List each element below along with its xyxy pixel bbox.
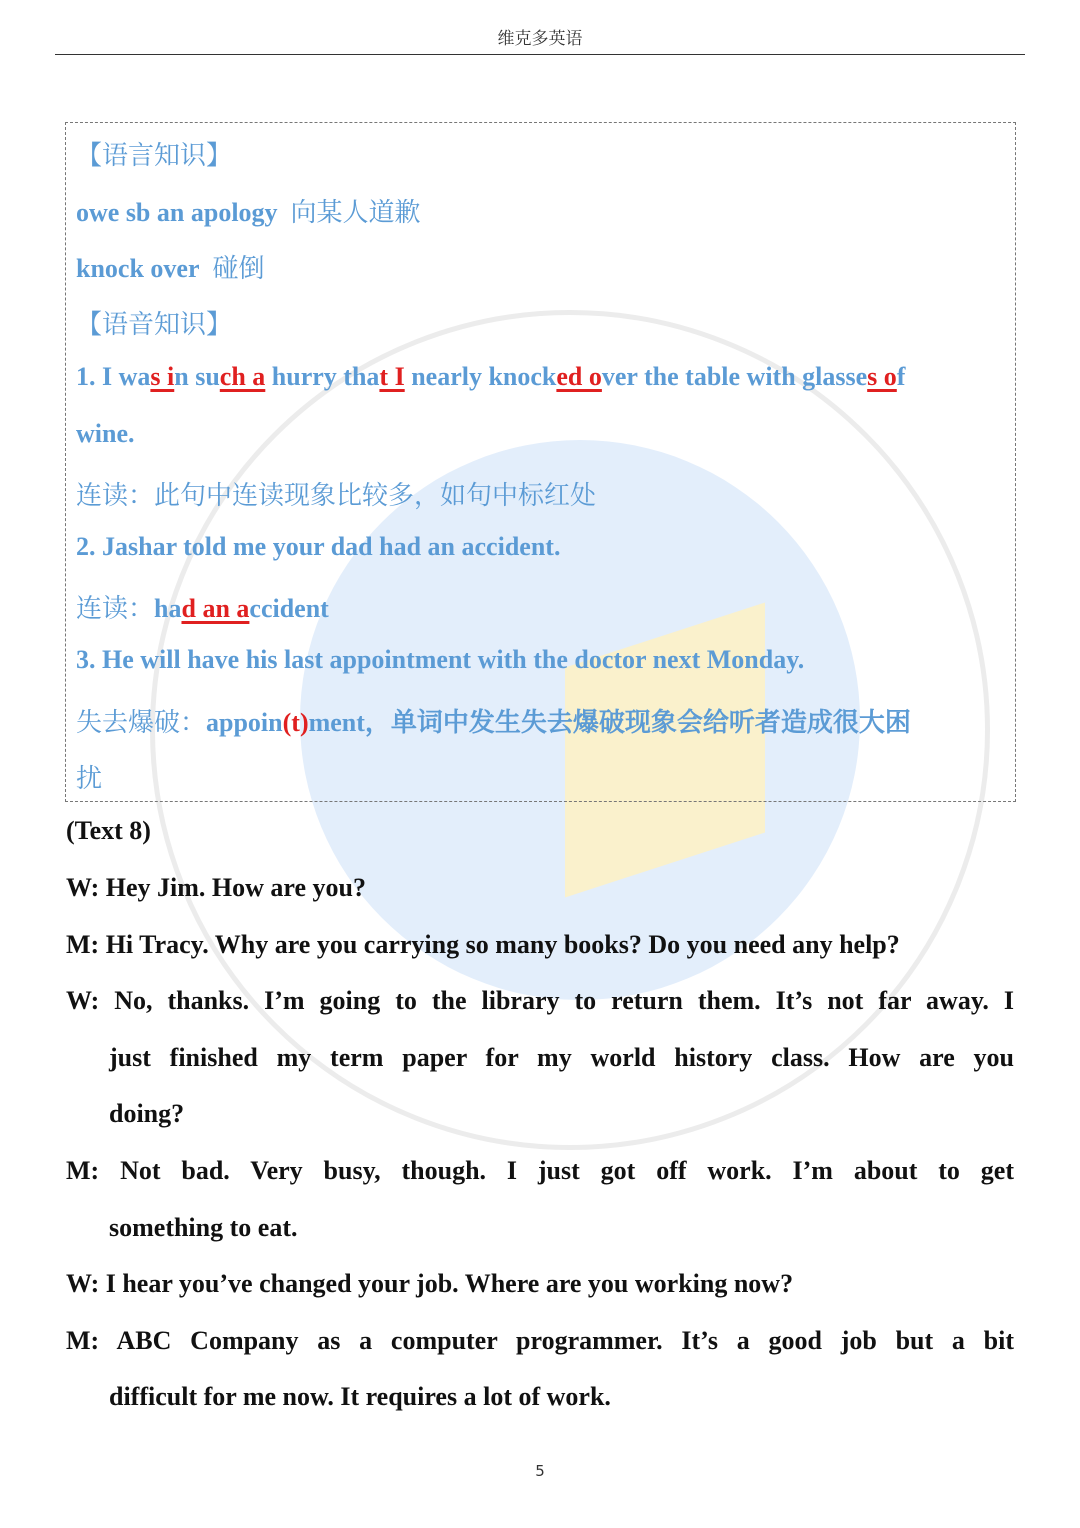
section-phonetics-heading: 【语音知识】 <box>76 310 233 340</box>
text-label: (Text 8) <box>66 816 151 845</box>
sentence-1-note: 连读：此句中连读现象比较多，如句中标红处 <box>76 481 597 511</box>
sentence-1-cont: wine. <box>76 419 135 448</box>
dialogue-line-3c: doing? <box>109 1099 185 1128</box>
dialogue-line-6a: M: ABC Company as a computer programmer. It’s a good job but a bit <box>66 1326 1014 1355</box>
sentence-3-note-cont: 扰 <box>76 764 103 794</box>
dialogue-line-3b: just finished my term paper for my world history class. How are you <box>109 1043 1014 1072</box>
dialogue-line-5: W: I hear you’ve changed your job. Where are you working now? <box>66 1269 794 1298</box>
phrase-1 <box>76 192 421 229</box>
phrase-1-cn: 向某人道歉 <box>290 198 421 228</box>
sentence-2-note: 连读：had an accident <box>76 594 329 624</box>
phrase-2-cn: 碰倒 <box>212 254 265 284</box>
dialogue-line-4a: M: Not bad. Very busy, though. I just got off work. I’m about to get <box>66 1156 1014 1185</box>
dialogue-line-1: W: Hey Jim. How are you? <box>66 873 366 902</box>
phrase-1-en: owe sb an apology <box>76 198 278 227</box>
dialogue-line-2: M: Hi Tracy. Why are you carrying so many books? Do you need any help? <box>66 930 900 959</box>
section-language-heading: 【语言知识】 <box>76 141 233 171</box>
sentence-3: 3. He will have his last appointment with the doctor next Monday. <box>76 645 805 674</box>
phrase-2-en: knock over <box>76 254 200 283</box>
phrase-2 <box>76 248 265 285</box>
page-header: 维克多英语 <box>55 26 1025 55</box>
dialogue-line-3a: W: No, thanks. I’m going to the library to return them. It’s not far away. I <box>66 986 1014 1015</box>
sentence-3-note: 失去爆破：appoin(t)ment，单词中发生失去爆破现象会给听者造成很大困 <box>76 708 911 738</box>
sentence-2: 2. Jashar told me your dad had an accident. <box>76 532 561 561</box>
sentence-1: 1. I was in such a hurry that I nearly knocked over the table with glasses of <box>76 362 906 391</box>
dialogue-line-4b: something to eat. <box>109 1213 298 1242</box>
dialogue-line-6b: difficult for me now. It requires a lot of work. <box>109 1382 611 1411</box>
page-number: 5 <box>535 1462 545 1480</box>
